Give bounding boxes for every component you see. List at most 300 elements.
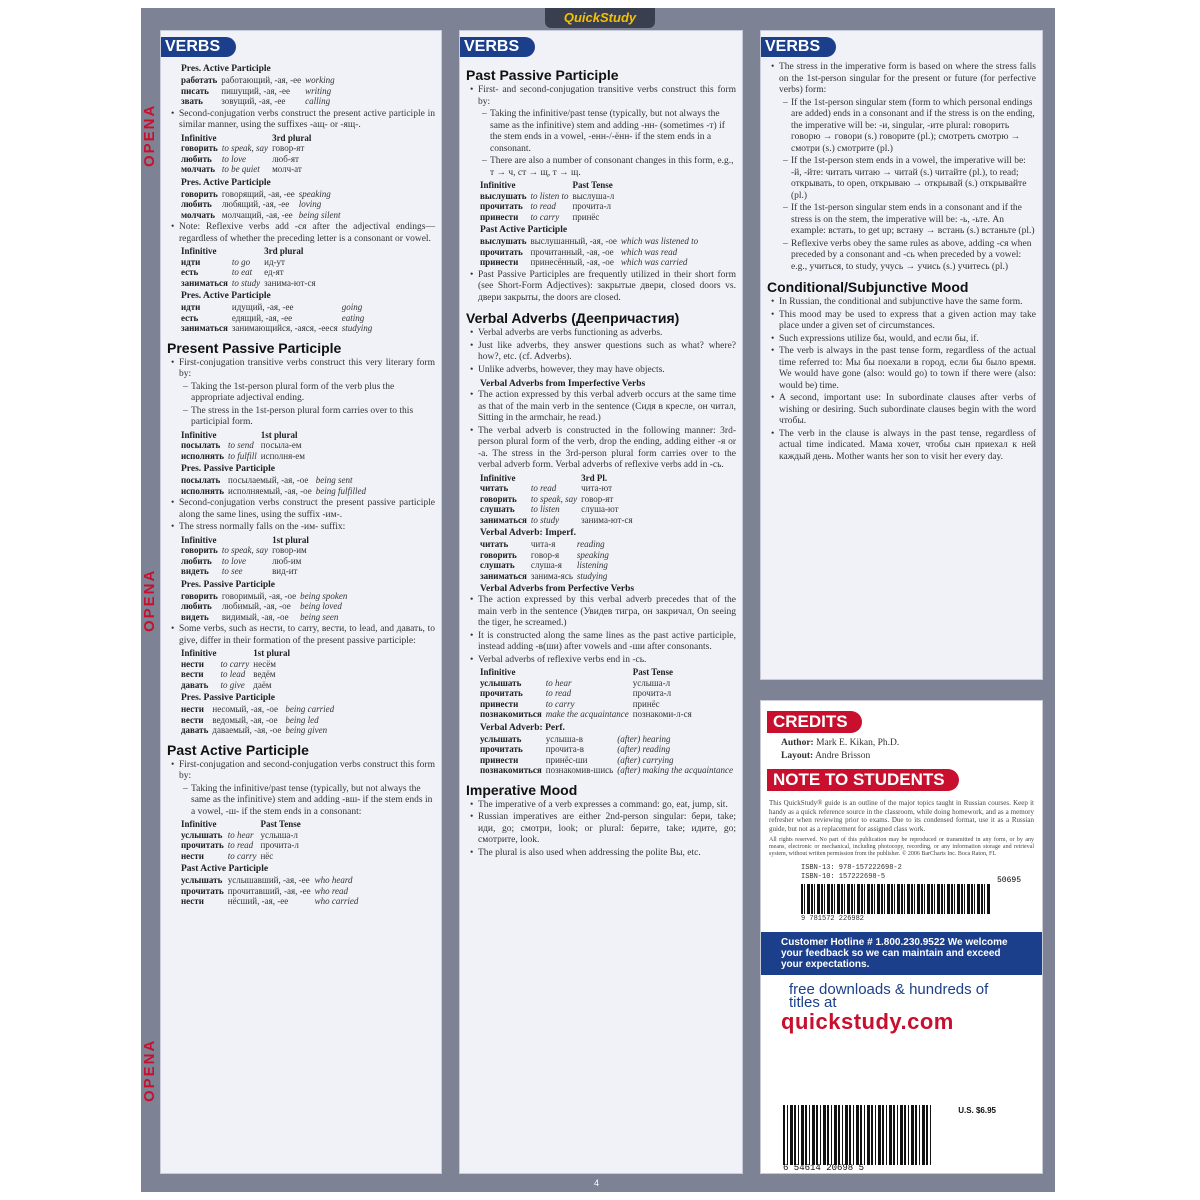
table-cell: любить <box>181 555 212 566</box>
table-cell: Past Tense <box>632 667 673 677</box>
sub-bullet-text: – Reflexive verbs obey the same rules as above, adding -ся when preceded by a consonant and -сь when preceded by a vowel: e.g., учиться, to study, учусь → учись (s.) учитесь (pl.) <box>783 239 1036 274</box>
table-cell: прочита-л <box>260 840 299 850</box>
table-cell: to go <box>231 256 251 267</box>
table-cell: to carry <box>545 698 575 709</box>
table-cell <box>221 648 254 659</box>
sub-bullet-text: – Taking the infinitive/past tense (typically, but not always the same as the infinitive) stem and adding -нн- (sometimes -т) if the stem ends in a vowel, -енн-/-ённ- if the stem ends in a consonant. <box>482 109 736 155</box>
table-cell: даём <box>253 679 272 690</box>
table-cell: Infinitive <box>480 180 516 190</box>
table-cell: писать <box>181 85 209 96</box>
table-row <box>480 744 737 755</box>
layout-row <box>781 750 1036 763</box>
table-row <box>181 875 362 886</box>
table-cell: принёс-ши <box>545 754 588 765</box>
table-cell: видимый, -ая, -ое <box>221 611 289 622</box>
bullet-text: • Such expressions utilize бы, would, and если бы, if. <box>771 334 1036 346</box>
table-cell: to carry <box>227 850 257 861</box>
conjugation-table <box>181 535 313 577</box>
table-cell: люб-ят <box>272 153 299 164</box>
table-cell <box>531 473 581 484</box>
table-cell: познакоми-л-ся <box>632 709 692 719</box>
table-cell: нести <box>181 850 204 861</box>
table-row <box>480 765 737 776</box>
conjugation-table <box>480 734 737 776</box>
table-cell: услышать <box>181 875 223 885</box>
table-head-row <box>480 667 696 678</box>
conjugation-table <box>181 704 338 736</box>
table-cell: прочитанный, -ая, -ое <box>530 246 614 257</box>
table-cell: принести <box>480 257 519 267</box>
table-row <box>480 539 613 550</box>
table-cell: вид-ит <box>272 566 298 576</box>
table-row <box>480 201 618 212</box>
side-tab-top: OPENA <box>141 103 158 167</box>
table-cell: молч-ат <box>272 164 302 174</box>
table-cell: услыша-л <box>632 677 671 688</box>
bullet-text: • The imperative of a verb expresses a command: go, eat, jump, sit. <box>470 800 736 812</box>
table-cell: speaking <box>576 549 609 560</box>
table-row <box>480 504 637 515</box>
table-cell: (after) hearing <box>617 733 671 744</box>
table-cell: посылать <box>181 475 221 485</box>
table-row <box>181 199 345 210</box>
sub-bullet-text: – Taking the 1st-person plural form of the verb plus the appropriate adjectival ending. <box>183 382 435 405</box>
table-row <box>480 550 613 561</box>
table-cell: to hear <box>545 677 572 688</box>
table-header: Pres. Active Participle <box>181 177 271 188</box>
bullet-text: • The stress normally falls on the -им- suffix: <box>171 522 435 534</box>
table-cell: молчащий, -ая, -ее <box>221 209 293 220</box>
table-row <box>181 440 309 451</box>
table-cell: принесённый, -ая, -ое <box>530 257 614 267</box>
table-cell: исполня-ем <box>260 450 305 461</box>
table-cell: выслушать <box>480 236 527 246</box>
table-cell: 3rd Pl. <box>581 472 608 483</box>
table-header: Pres. Passive Participle <box>181 464 276 474</box>
table-cell: читать <box>480 483 509 493</box>
author-row <box>781 737 1036 750</box>
table-cell: to love <box>221 153 247 164</box>
table-cell: who heard <box>314 875 353 885</box>
table-cell: выслушать <box>480 190 527 201</box>
table-cell: посыла-ем <box>260 440 302 450</box>
table-cell: loving <box>298 199 322 209</box>
table-cell: заниматься <box>480 514 527 525</box>
table-head-row <box>181 535 313 546</box>
conjugation-table <box>181 475 370 496</box>
table-cell: to speak, say <box>221 545 269 555</box>
author-label: Author: <box>781 738 814 748</box>
table-row <box>181 669 294 680</box>
table-cell: (after) making the acquaintance <box>617 765 733 775</box>
bullet-text: • Second-conjugation verbs construct the present passive participle along the same lines, using the suffix -им-. <box>171 498 435 521</box>
table-cell: нёс <box>260 850 274 861</box>
bullet-text: • Unlike adverbs, however, they may have objects. <box>470 365 736 377</box>
table-cell: to read <box>545 688 572 698</box>
table-cell <box>228 819 261 830</box>
table-cell <box>222 535 272 546</box>
table-row <box>181 96 339 107</box>
table-cell: работать <box>181 75 218 85</box>
table-row <box>181 612 351 623</box>
table-cell: to hear <box>227 829 254 840</box>
table-cell: говорить <box>480 549 517 560</box>
table-head-row <box>181 430 309 441</box>
table-cell: being given <box>285 725 328 735</box>
table-cell: Infinitive <box>181 132 217 143</box>
table-cell: прочитать <box>480 744 523 754</box>
conjugation-table <box>181 648 294 690</box>
table-header: Pres. Active Participle <box>181 64 271 74</box>
bullet-text: • The plural is also used when addressing the polite Вы, etc. <box>470 848 736 860</box>
credits-panel <box>760 700 1043 1174</box>
table-row <box>181 451 309 462</box>
table-cell: to listen to <box>530 190 569 201</box>
table-row <box>480 699 696 710</box>
website-link[interactable]: quickstudy.com <box>781 1009 954 1034</box>
table-cell: любимый, -ая, -ое <box>221 601 291 611</box>
bullet-text: • The stress in the imperative form is based on where the stress falls on the 1st-person singular for the present or future (for perfective verbs) form: <box>771 62 1036 97</box>
table-head-row <box>181 648 294 659</box>
table-cell: исполняемый, -ая, -ое <box>228 485 312 496</box>
bullet-text: • The action expressed by this verbal adverb occurs at the same time as that of the main verb in the sentence (Сидя в кресле, он читал, Sitting in the armchair, he read.) <box>470 390 736 425</box>
table-cell: to read <box>530 483 557 493</box>
section-heading: Present Passive Participle <box>167 339 342 356</box>
conjugation-table <box>181 302 376 334</box>
bullet-text: • The verbal adverb is constructed in the following manner: 3rd-person plural form of the verb, drop the ending, adding either -я or -а. The stress in the 3rd-person plural form carries over to the verbal adverb form. Verbal adverbs of reflexive verbs add in -сь. <box>470 426 736 472</box>
section-pill: VERBS <box>460 37 535 57</box>
bullet-text: • It is constructed along the same lines as the past active participle, instead adding -в(ши) after vowels and -ши after consonants. <box>470 631 736 654</box>
conjugation-table <box>181 189 345 221</box>
table-row <box>181 267 320 278</box>
table-cell: исполнять <box>181 450 225 461</box>
table-cell: which was carried <box>620 257 688 267</box>
bullet-text: • Russian imperatives are either 2nd-person singular: бери, take; иди, go; смотри, look; or plural: берите, take; идите, go; смотрите, look. <box>470 812 736 847</box>
table-cell: 3rd plural <box>272 132 312 143</box>
bullet-text: • The verb in the clause is always in the past tense, regardless of actual time indicated. Мама хочет, чтобы сын приехал к ней каждый день. Mother wants her son to visit her every day. <box>771 429 1036 464</box>
isbn-digits: 9 781572 226982 <box>801 915 865 923</box>
table-cell: есть <box>181 312 199 323</box>
table-cell: studying <box>341 323 373 333</box>
table-cell: studying <box>576 570 608 581</box>
table-cell: 1st plural <box>272 534 309 545</box>
table-row <box>480 755 737 766</box>
table-cell: to send <box>228 440 254 450</box>
table-row <box>181 164 315 175</box>
table-cell: 3rd plural <box>264 246 304 256</box>
table-cell: принёс <box>632 698 660 709</box>
section-pill: VERBS <box>161 37 236 57</box>
table-cell: ведомый, -ая, -ое <box>212 714 278 725</box>
bullet-text: • First- and second-conjugation transitive verbs construct this form by: <box>470 85 736 108</box>
conjugation-table <box>480 667 696 720</box>
table-row <box>181 86 339 97</box>
table-cell: to lead <box>220 669 246 679</box>
column-2 <box>459 30 743 1174</box>
table-row <box>480 688 696 699</box>
bullet-text: • Some verbs, such as нести, to carry, вести, to lead, and давать, to give, differ in their formation of the present passive participle: <box>171 624 435 647</box>
table-row <box>181 278 320 289</box>
table-row <box>181 680 294 691</box>
table-row <box>480 236 702 247</box>
table-cell: принести <box>480 754 519 765</box>
upc-barcode <box>783 1105 933 1165</box>
table-row <box>480 247 702 258</box>
table-cell: to fulfill <box>228 450 257 461</box>
side-tab-middle: OPENA <box>141 568 158 632</box>
table-cell: молчать <box>181 209 215 220</box>
table-cell: нести <box>181 896 204 906</box>
conjugation-table <box>181 246 320 288</box>
bullet-text: • The verb is always in the past tense form, regardless of the actual time referred to: Мы бы поехали в город, если бы было время. We would have gone (also: would go) to town if there were (also: would be) time. <box>771 346 1036 392</box>
table-cell: нести <box>181 658 204 669</box>
table-cell: слуша-ют <box>581 504 619 514</box>
section-pill: VERBS <box>761 37 836 57</box>
table-cell: говорить <box>181 590 218 601</box>
table-row <box>181 851 305 862</box>
isbn-addon-number: 50695 <box>997 876 1022 885</box>
table-row <box>181 715 338 726</box>
table-header: Past Active Participle <box>480 225 568 235</box>
table-cell: to be quiet <box>221 164 260 174</box>
table-cell: нёсший, -ая, -ее <box>227 896 289 906</box>
table-row <box>480 191 618 202</box>
table-cell: говор-я <box>530 549 560 560</box>
table-row <box>181 591 351 602</box>
table-cell: writing <box>305 85 332 96</box>
conjugation-table <box>181 430 309 462</box>
table-cell: идти <box>181 302 201 312</box>
table-cell: заниматься <box>181 323 228 333</box>
table-row <box>181 475 370 486</box>
table-row <box>181 566 313 577</box>
table-cell: говор-им <box>272 545 307 555</box>
table-cell: to speak, say <box>221 143 269 153</box>
conjugation-table <box>480 473 637 526</box>
table-row <box>181 323 376 334</box>
table-cell: eating <box>341 312 365 323</box>
table-cell: есть <box>181 267 199 277</box>
section-heading: Conditional/Subjunctive Mood <box>767 279 969 295</box>
sub-bullet-text: – There are also a number of consonant changes in this form, e.g., т → ч, ст → щ, т → щ. <box>482 156 736 179</box>
table-cell: слушать <box>480 560 515 570</box>
table-cell: едящий, -ая, -ее <box>231 312 293 323</box>
table-header: Pres. Passive Participle <box>181 693 276 703</box>
table-cell: ед-ят <box>264 267 284 277</box>
table-cell: говор-ят <box>581 493 614 504</box>
bullet-text: • In Russian, the conditional and subjunctive have the same form. <box>771 297 1036 309</box>
table-cell: to speak, say <box>530 493 578 504</box>
layout-label: Layout: <box>781 751 814 761</box>
table-cell: прочита-л <box>572 201 611 211</box>
table-cell: зовущий, -ая, -ее <box>221 96 286 106</box>
section-heading: Imperative Mood <box>466 781 578 798</box>
table-cell: работающий, -ая, -ее <box>221 75 302 85</box>
table-cell <box>232 246 264 257</box>
table-cell: to listen <box>530 504 560 514</box>
bullet-text: • Second-conjugation verbs construct the present active participle in similar manner, using the suffixes -ащ- or -ящ-. <box>171 109 435 132</box>
table-cell: услышавший, -ая, -ее <box>227 875 310 885</box>
table-cell: ведём <box>253 669 276 679</box>
table-cell: Infinitive <box>181 648 217 658</box>
conjugation-table <box>480 180 618 222</box>
table-cell: любить <box>181 199 212 209</box>
table-cell: молчать <box>181 164 215 174</box>
customer-hotline: Customer Hotline # 1.800.230.9522 We welcome your feedback so we can maintain and exceed your expectations. <box>761 932 1042 975</box>
table-cell: вести <box>181 714 204 725</box>
price-label: U.S. $6.95 <box>958 1106 996 1115</box>
table-cell: услышать <box>480 733 522 744</box>
table-cell: being silent <box>298 209 341 220</box>
table-cell: to study <box>530 514 560 525</box>
bullet-text: • Verbal adverbs are verbs functioning as adverbs. <box>470 328 736 340</box>
table-cell: принёс <box>572 211 600 222</box>
table-cell: говорить <box>181 545 218 555</box>
table-cell: which was read <box>620 246 678 257</box>
table-cell: познакомиться <box>480 709 542 719</box>
table-cell: услышать <box>181 829 223 840</box>
table-cell: посылать <box>181 440 221 450</box>
sub-bullet-text: – If the 1st-person singular stem (form to which personal endings are added) ends in a consonant and if the stress is on the ending, the imperative will be: -и, singular, -ите plural: говорить говорю → говори (s.) говорите (pl.); смотреть смотрю → смотри (s.) смотрите (pl.) <box>783 98 1036 156</box>
table-cell: любить <box>181 153 212 164</box>
table-cell: Infinitive <box>181 429 217 440</box>
bullet-text: • Verbal adverbs of reflexive verbs end in -сь. <box>470 655 736 667</box>
table-cell: to read <box>227 840 254 850</box>
bullet-text: • First-conjugation and second-conjugation verbs construct this form by: <box>171 760 435 783</box>
table-cell: прочитавший, -ая, -ее <box>227 885 311 896</box>
table-row <box>181 257 320 268</box>
table-cell: посылаемый, -ая, -ое <box>228 475 309 485</box>
free-downloads-text: free downloads & hundreds of titles at <box>789 981 989 1011</box>
table-row <box>181 704 338 715</box>
table-cell: говорить <box>181 188 218 199</box>
table-cell: being sent <box>315 475 353 485</box>
table-cell: прочита-л <box>632 688 672 698</box>
subsection-heading: Verbal Adverbs from Perfective Verbs <box>480 584 635 594</box>
table-cell: listening <box>576 560 608 570</box>
table-cell: давать <box>181 725 209 735</box>
table-cell: being seen <box>300 611 339 622</box>
table-cell: выслуша-л <box>572 190 615 201</box>
table-cell: 1st plural <box>260 429 298 440</box>
table-cell: говорить <box>480 493 517 504</box>
sub-bullet-text: – Taking the infinitive/past tense (typically, but not always the same as the infinitive) stem and adding -вш- if the stem ends in a vowel, -ш- if the stem ends in a consonant: <box>183 784 435 819</box>
table-cell: прочитать <box>480 688 523 698</box>
table-row <box>181 545 313 556</box>
table-cell: исполнять <box>181 485 225 496</box>
isbn-13: ISBN-13: 978-157222698-2 <box>801 864 902 872</box>
table-cell: make the acquaintance <box>545 709 629 719</box>
table-cell: звать <box>181 96 203 106</box>
table-row <box>181 154 315 165</box>
column-3 <box>760 30 1043 680</box>
table-cell: слуша-я <box>530 560 562 570</box>
table-row <box>181 75 339 86</box>
credits-pill: CREDITS <box>767 711 862 733</box>
table-cell: прочитать <box>181 840 224 850</box>
table-cell: говорящий, -ая, -ее <box>221 188 295 199</box>
author-name: Mark E. Kikan, Ph.D. <box>816 738 900 748</box>
table-row <box>181 830 305 841</box>
table-cell: going <box>341 302 363 312</box>
bullet-text: • Note: Reflexive verbs add -ся after the adjectival endings—regardless of whether the preceding letter is a consonant or vowel. <box>171 222 435 245</box>
table-row <box>181 886 362 897</box>
bullet-text: • Past Passive Participles are frequently utilized in their short form (see Short-Form Adjectives): закрытые двери, closed doors vs. двери закрыты, the doors are closed. <box>470 270 736 305</box>
table-cell <box>530 180 572 191</box>
table-cell: (after) reading <box>617 744 671 754</box>
table-head-row <box>181 819 305 830</box>
bullet-text: • First-conjugation transitive verbs construct this very literary form by: <box>171 358 435 381</box>
table-row <box>480 515 637 526</box>
table-cell: to eat <box>231 267 253 277</box>
sub-bullet-text: – If the 1st-person singular stem ends in a consonant and if the stress is on the stem, the imperative will be: -ь, -ьте. An example: встать, to get up; встану → встань (s.) встаньте (pl.) <box>783 203 1036 238</box>
table-cell: познакомив-шись <box>545 765 614 775</box>
table-cell: заниматься <box>181 277 228 288</box>
conjugation-table <box>181 591 351 623</box>
table-header: Verbal Adverb: Perf. <box>480 722 565 733</box>
table-row <box>480 212 618 223</box>
table-cell: говор-ят <box>272 143 305 153</box>
column-1 <box>160 30 442 1174</box>
table-row <box>181 302 376 313</box>
note-pill: NOTE TO STUDENTS <box>767 769 959 791</box>
table-cell: выслушанный, -ая, -ое <box>530 236 617 246</box>
table-row <box>181 189 345 200</box>
table-cell: пишущий, -ая, -ее <box>221 85 290 96</box>
table-row <box>480 734 737 745</box>
layout-name: Andre Brisson <box>815 751 871 761</box>
table-cell: ид-ут <box>264 256 285 267</box>
table-cell: (after) carrying <box>617 754 674 765</box>
table-head-row <box>480 473 637 484</box>
table-header: Pres. Passive Participle <box>181 579 276 590</box>
table-cell: прочитать <box>181 885 224 896</box>
table-cell: видеть <box>181 611 209 622</box>
table-row <box>181 659 294 670</box>
table-cell: слушать <box>480 504 515 514</box>
isbn-10: ISBN-10: 157222698-5 <box>801 873 886 881</box>
table-row <box>181 143 315 154</box>
table-row <box>181 840 305 851</box>
table-cell: being loved <box>300 601 342 611</box>
subsection-heading: Verbal Adverbs from Imperfective Verbs <box>480 379 646 389</box>
table-cell: who read <box>314 885 349 896</box>
table-cell: несём <box>253 658 276 669</box>
table-head-row <box>181 133 315 144</box>
table-cell: who carried <box>314 896 359 906</box>
legal-text: All rights reserved. No part of this publication may be reproduced or transmitted in any form, or by any means, electronic or mechanical, including photocopy, recording, or any information storage and retrieval system, without written permission from the publisher. © 2006 BarCharts Inc. Boca Raton, FL <box>769 837 1034 857</box>
table-cell: принести <box>480 698 519 709</box>
sub-bullet-text: – If the 1st-person stem ends in a vowel, the imperative will be: -й, -йте: читать читаю → читай (s.) читайте (pl.), to read; открывать, to open, открываю → открывай (s.) открывайте (pl.) <box>783 156 1036 202</box>
side-tab-bottom: OPENA <box>141 1038 158 1102</box>
bullet-text: • A second, important use: In subordinate clauses after verbs of wishing or desiring. Such subordinate clauses begin with the word чтобы. <box>771 393 1036 428</box>
table-cell <box>222 133 272 144</box>
section-heading: Verbal Adverbs (Деепричастия) <box>466 310 680 326</box>
conjugation-table <box>181 819 305 861</box>
table-cell: Infinitive <box>480 667 516 677</box>
table-cell: несомый, -ая, -ое <box>212 704 279 714</box>
table-cell: speaking <box>298 188 331 199</box>
table-cell: услышать <box>480 677 522 688</box>
table-cell: to read <box>530 201 556 211</box>
table-row <box>181 725 338 736</box>
table-cell: идущий, -ая, -ее <box>231 302 294 312</box>
table-cell: принести <box>480 211 519 222</box>
table-cell: нести <box>181 704 204 714</box>
table-row <box>181 556 313 567</box>
table-head-row <box>480 180 618 191</box>
table-cell: занима-ют-ся <box>264 277 316 288</box>
